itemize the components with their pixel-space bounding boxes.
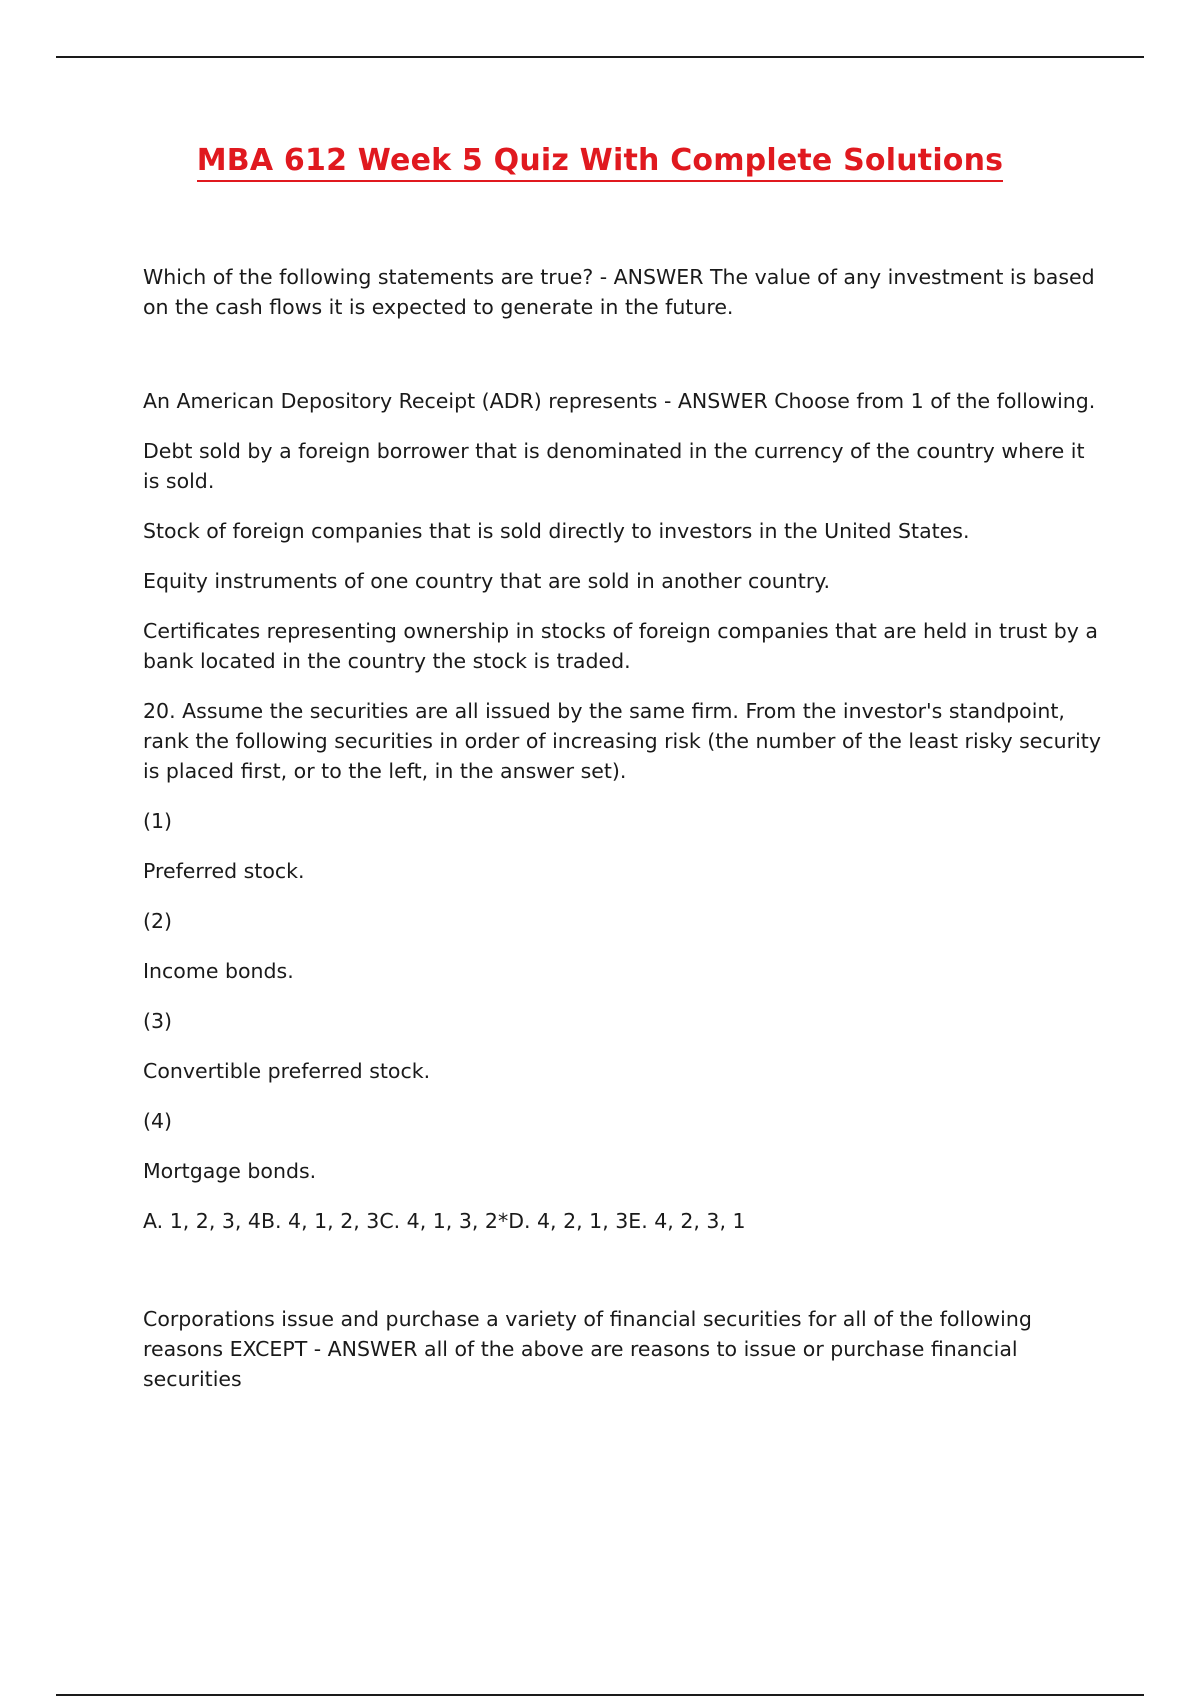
item-text: Convertible preferred stock. [143, 1059, 431, 1083]
item-number: (4) [143, 1109, 173, 1133]
document-title-text: MBA 612 Week 5 Quiz With Complete Solutions [197, 143, 1003, 182]
question-20: 20. Assume the securities are all issued by the same firm. From the investor's standpoint, rank the following securities in order of increasing risk (the number of the least risky security is placed first, or to the left, in the answer set). [143, 699, 1101, 783]
document-title [0, 143, 1200, 178]
question-2: An American Depository Receipt (ADR) represents - ANSWER Choose from 1 of the following. [143, 389, 1096, 413]
option-text: Debt sold by a foreign borrower that is denominated in the currency of the country where it is sold. [143, 439, 1085, 493]
item-text: Preferred stock. [143, 859, 305, 883]
item-number: (3) [143, 1009, 173, 1033]
item-text: Income bonds. [143, 959, 294, 983]
answer-choices: A. 1, 2, 3, 4B. 4, 1, 2, 3C. 4, 1, 3, 2*D. 4, 2, 1, 3E. 4, 2, 3, 1 [143, 1209, 746, 1233]
top-rule [56, 56, 1144, 58]
question-1: Which of the following statements are true? - ANSWER The value of any investment is based on the cash flows it is expected to generate in the future. [143, 265, 1095, 319]
item-number: (1) [143, 809, 173, 833]
option-text: Stock of foreign companies that is sold directly to investors in the United States. [143, 519, 970, 543]
item-text: Mortgage bonds. [143, 1159, 317, 1183]
option-text: Certificates representing ownership in stocks of foreign companies that are held in trust by a bank located in the country the stock is traded. [143, 619, 1098, 673]
question-corporations: Corporations issue and purchase a variety of financial securities for all of the following reasons EXCEPT - ANSWER all of the above are reasons to issue or purchase financial securities [143, 1307, 1032, 1391]
option-text: Equity instruments of one country that are sold in another country. [143, 569, 830, 593]
bottom-rule [56, 1694, 1144, 1696]
item-number: (2) [143, 909, 173, 933]
document-body [143, 262, 1103, 1414]
